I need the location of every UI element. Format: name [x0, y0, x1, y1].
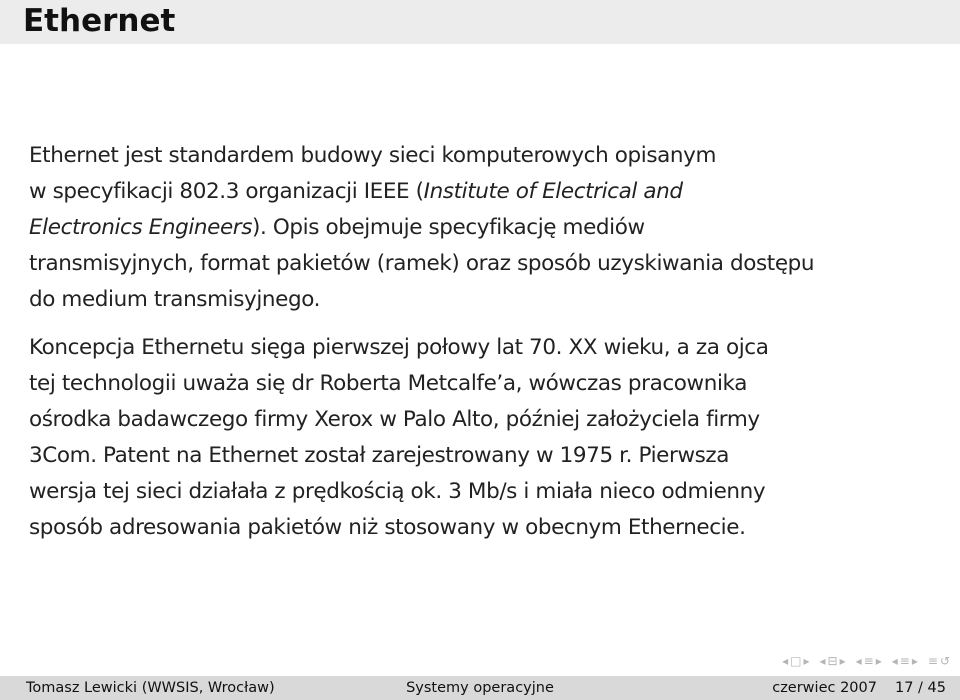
nav-next-section-icon[interactable]: ▸ [875, 654, 882, 668]
nav-section-group [856, 652, 882, 670]
footer-date: czerwiec 2007 [772, 680, 877, 696]
text-line: tej technologii uważa się dr Roberta Metcalfe’a, wówczas pracownika [29, 371, 747, 396]
nav-next-part-icon[interactable]: ▸ [911, 654, 918, 668]
text-line: sposób adresowania pakietów niż stosowany w obecnym Ethernecie. [29, 515, 746, 540]
text-line [29, 174, 929, 210]
nav-prev-frame-icon[interactable]: ◂ [782, 654, 789, 668]
nav-next-subsection-icon[interactable]: ▸ [839, 654, 846, 668]
nav-section-icon[interactable]: ≡ [863, 654, 874, 668]
nav-prev-section-icon[interactable]: ◂ [855, 654, 862, 668]
slide-title-bar [0, 0, 960, 44]
text-line: do medium transmisyjnego. [29, 287, 321, 312]
nav-subsection-icon[interactable]: ⊟ [827, 654, 838, 668]
nav-search-icon[interactable]: ↺ [939, 654, 950, 668]
beamer-navigation [776, 652, 950, 670]
nav-frame-group [782, 652, 809, 670]
paragraph-definition [29, 138, 929, 318]
nav-part-icon[interactable]: ≡ [899, 654, 910, 668]
text-line: transmisyjnych, format pakietów (ramek) oraz sposób uzyskiwania dostępu [29, 251, 815, 276]
nav-frame-icon[interactable]: □ [790, 654, 802, 668]
text-line [29, 210, 929, 246]
text-line: wersja tej sieci działała z prędkością ok. 3 Mb/s i miała nieco odmienny [29, 479, 766, 504]
italic-text: Institute of Electrical and [423, 179, 683, 204]
footer-author: Tomasz Lewicki (WWSIS, Wrocław) [26, 680, 275, 696]
paragraph-history [29, 330, 929, 546]
footer-course: Systemy operacyjne [406, 680, 554, 696]
nav-align-icon[interactable]: ≡ [927, 654, 938, 668]
text-line: ośrodka badawczego firmy Xerox w Palo Alto, później założyciela firmy [29, 407, 760, 432]
footer-page-number: 17 / 45 [894, 680, 946, 696]
nav-tools-group [928, 652, 950, 670]
text-span: ). Opis obejmuje specyfikację mediów [252, 215, 645, 240]
text-line: Koncepcja Ethernetu sięga pierwszej połowy lat 70. XX wieku, a za ojca [29, 335, 769, 360]
nav-part-group [892, 652, 918, 670]
italic-text: Electronics Engineers [29, 215, 253, 240]
slide-title: Ethernet [23, 3, 176, 39]
text-line: 3Com. Patent na Ethernet został zarejestrowany w 1975 r. Pierwsza [29, 443, 730, 468]
text-span: w specyfikacji 802.3 organizacji IEEE ( [29, 179, 424, 204]
footer-right [640, 676, 960, 700]
nav-subsection-group [820, 652, 846, 670]
nav-prev-part-icon[interactable]: ◂ [891, 654, 898, 668]
slide-footer [0, 676, 960, 700]
slide-body [29, 138, 929, 546]
nav-next-frame-icon[interactable]: ▸ [803, 654, 810, 668]
nav-prev-subsection-icon[interactable]: ◂ [819, 654, 826, 668]
text-line: Ethernet jest standardem budowy sieci komputerowych opisanym [29, 143, 717, 168]
